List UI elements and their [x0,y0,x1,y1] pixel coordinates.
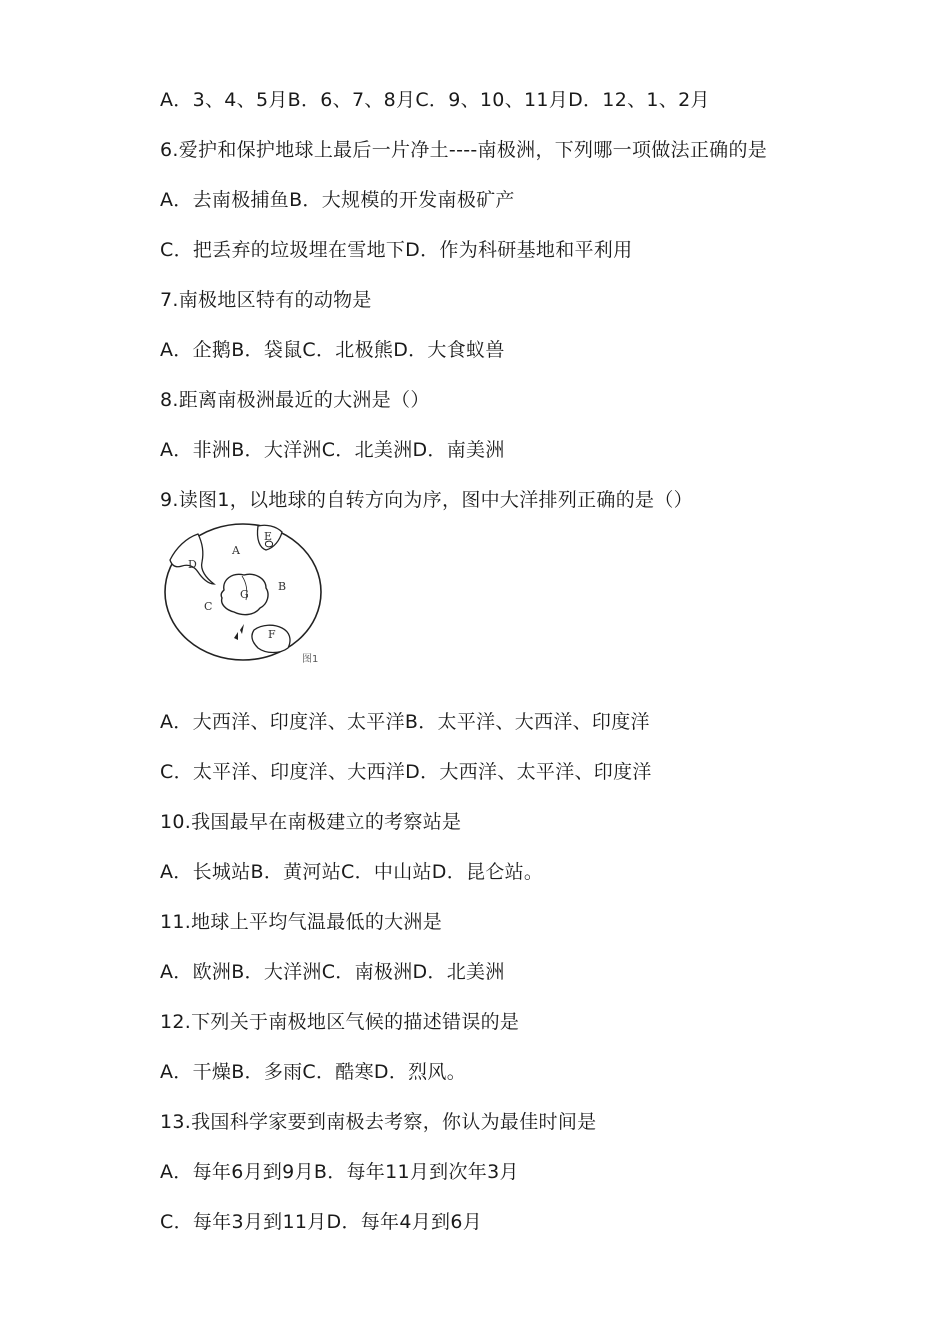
q13-stem: 13.我国科学家要到南极去考察，你认为最佳时间是 [160,1111,597,1133]
q8-options: A．非洲B．大洋洲C．北美洲D．南美洲 [160,439,505,461]
figure-caption: 图1 [302,654,319,665]
figure-label-d: D [188,558,197,571]
figure-label-f: F [268,628,276,641]
q9-stem: 9.读图1，以地球的自转方向为序，图中大洋排列正确的是（） [160,489,693,511]
q12-options: A．干燥B．多雨C．酷寒D．烈风。 [160,1061,467,1083]
figure-label-a: A [232,544,240,557]
q11-stem: 11.地球上平均气温最低的大洲是 [160,911,443,933]
q12-stem: 12.下列关于南极地区气候的描述错误的是 [160,1011,520,1033]
q6-options-cd: C．把丢弃的垃圾埋在雪地下D．作为科研基地和平利用 [160,239,633,261]
antarctica-map-figure [162,520,332,668]
figure-label-c: C [204,600,213,613]
q6-options-ab: A．去南极捕鱼B．大规模的开发南极矿产 [160,189,515,211]
q13-options-ab: A．每年6月到9月B．每年11月到次年3月 [160,1161,519,1183]
q6-stem: 6.爱护和保护地球上最后一片净土----南极洲，下列哪一项做法正确的是 [160,139,768,161]
q7-stem: 7.南极地区特有的动物是 [160,289,372,311]
figure-label-e: E [264,530,273,543]
q8-stem: 8.距离南极洲最近的大洲是（） [160,389,430,411]
q5-options: A．3、4、5月B．6、7、8月C．9、10、11月D．12、1、2月 [160,89,710,111]
figure-label-g: G [240,588,249,601]
q9-options-cd: C．太平洋、印度洋、大西洋D．大西洋、太平洋、印度洋 [160,761,652,783]
q7-options: A．企鹅B．袋鼠C．北极熊D．大食蚁兽 [160,339,505,361]
figure-label-b: B [278,580,287,593]
q13-options-cd: C．每年3月到11月D．每年4月到6月 [160,1211,483,1233]
q10-stem: 10.我国最早在南极建立的考察站是 [160,811,462,833]
antarctica-map-svg [162,520,332,668]
q10-options: A．长城站B．黄河站C．中山站D．昆仑站。 [160,861,544,883]
q11-options: A．欧洲B．大洋洲C．南极洲D．北美洲 [160,961,505,983]
q9-options-ab: A．大西洋、印度洋、太平洋B．太平洋、大西洋、印度洋 [160,711,650,733]
